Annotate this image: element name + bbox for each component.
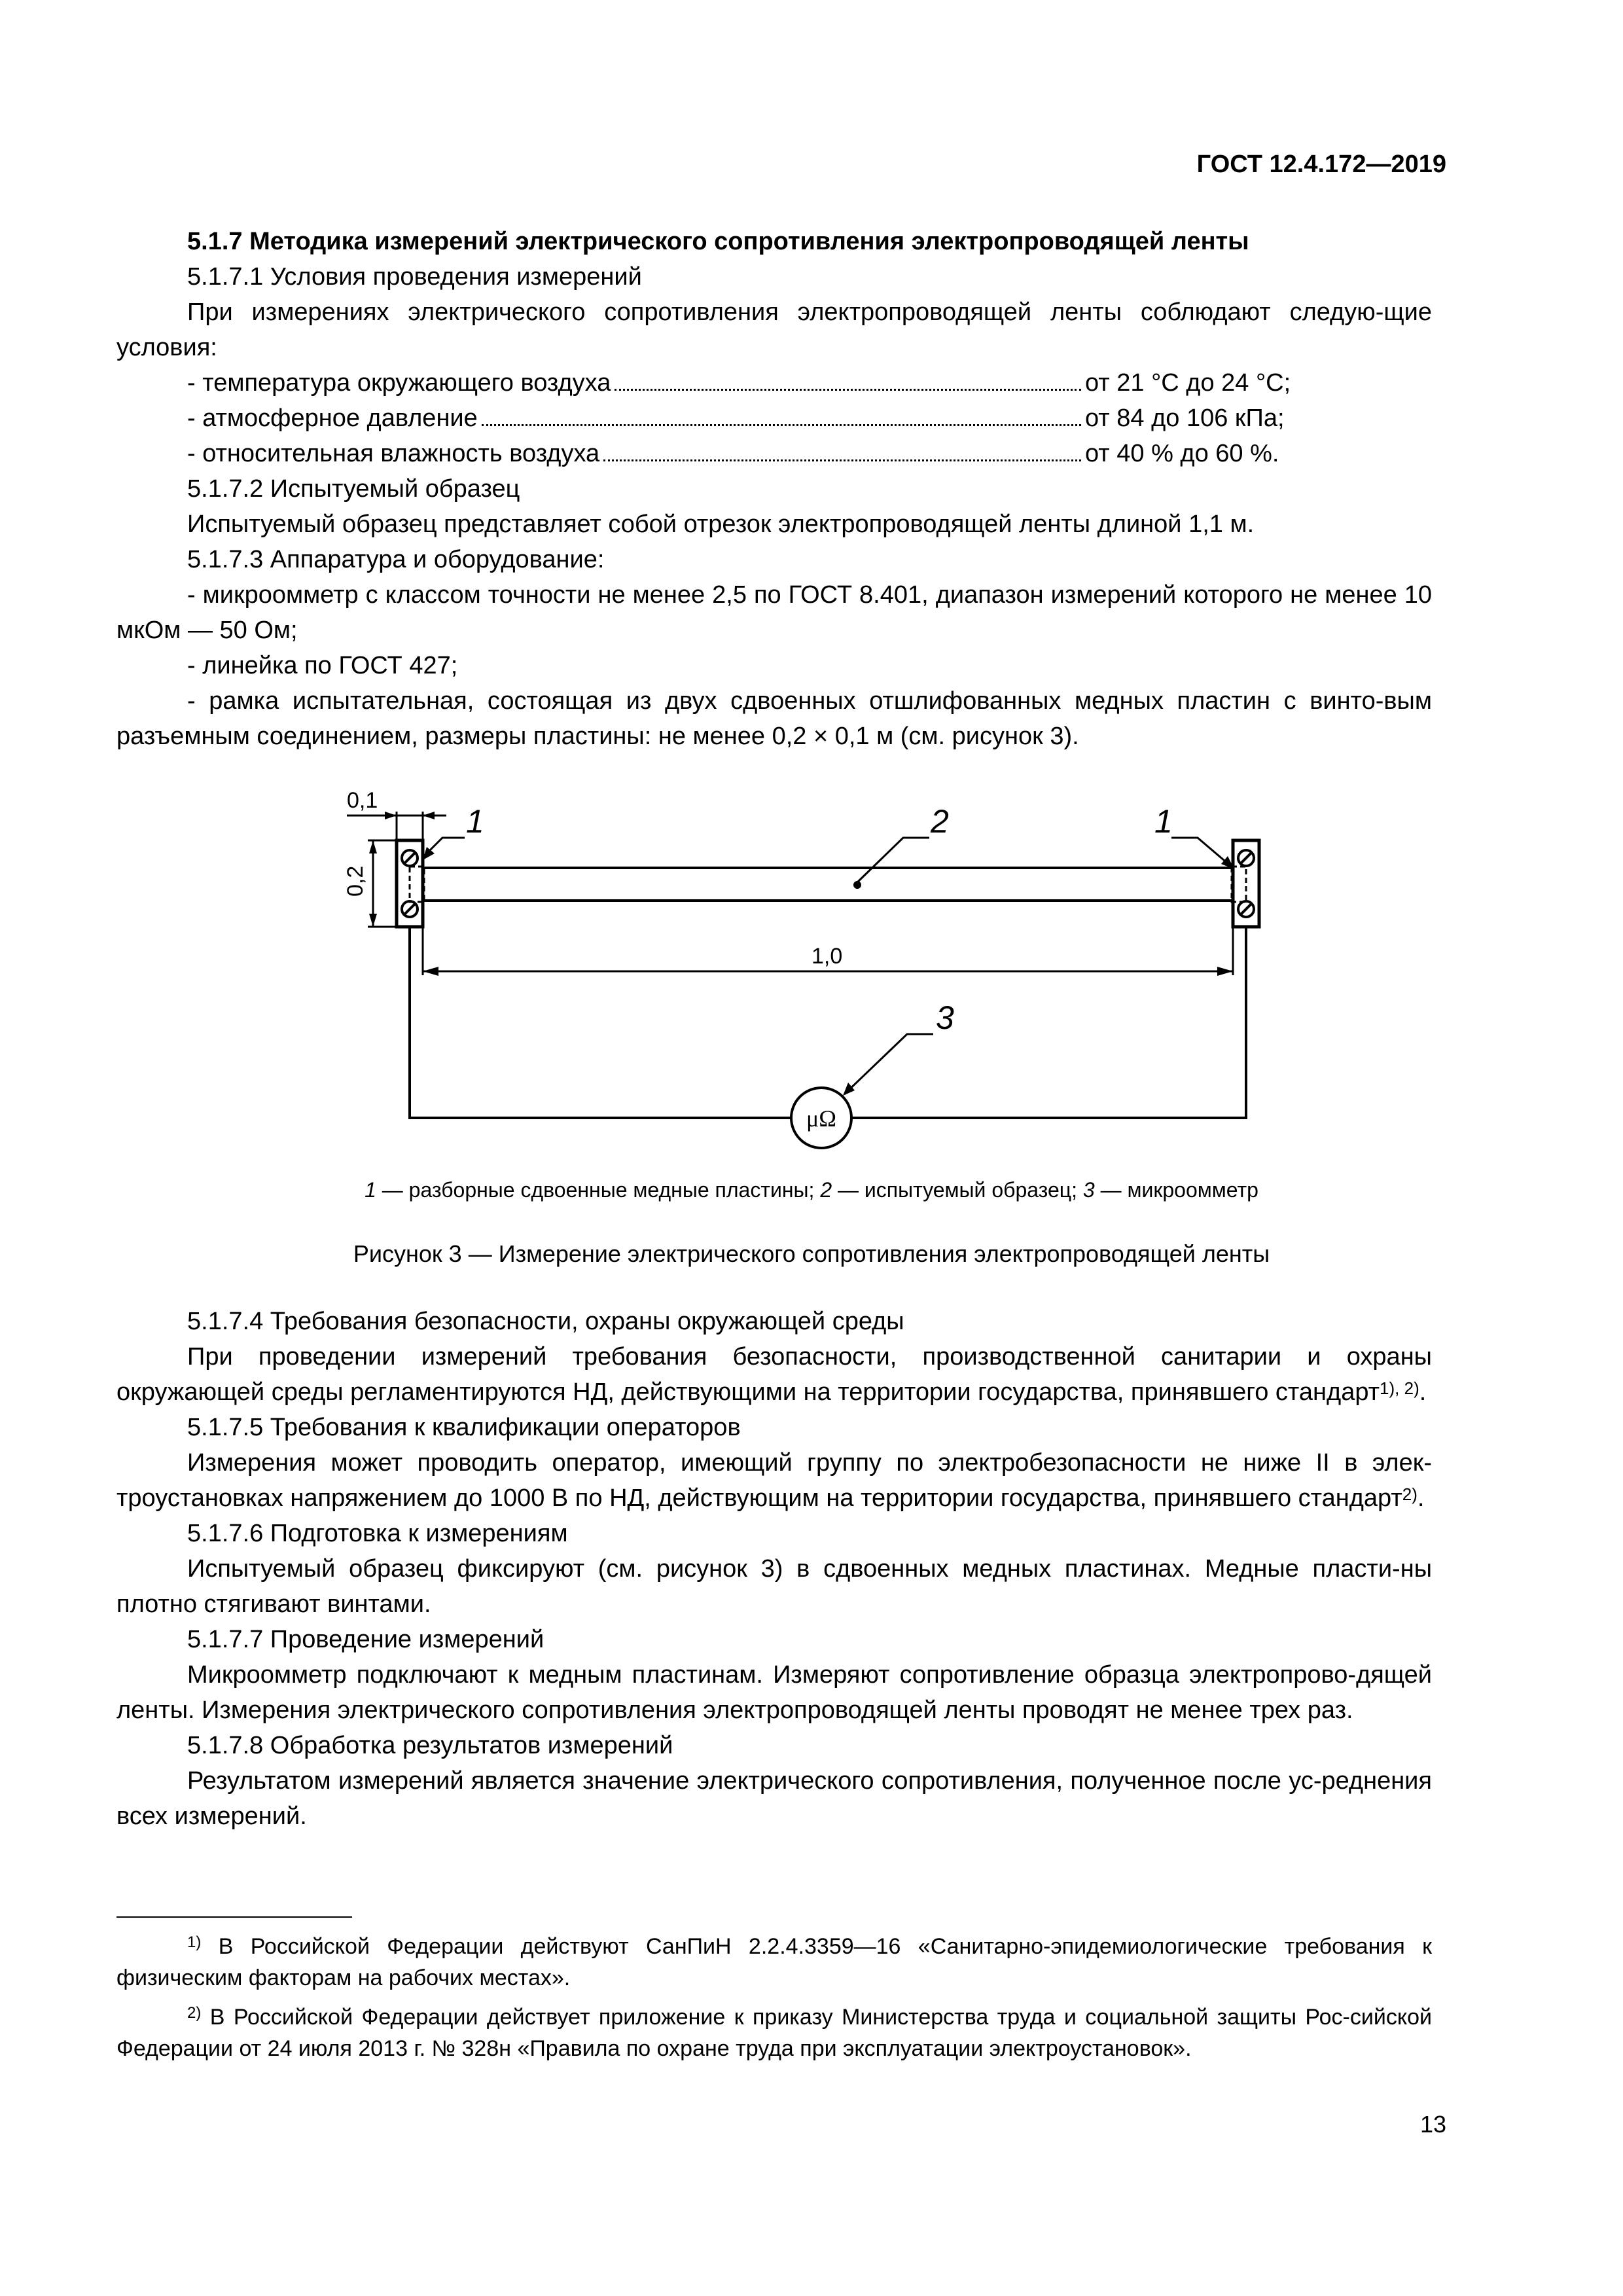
length-dimension-label: 1,0 bbox=[812, 944, 843, 969]
footnote-mark: 2) bbox=[187, 2004, 202, 2022]
equipment-item: - микроомметр с классом точности не менее 2,5 по ГОСТ 8.401, диапазон измерений которого не менее 10 мкОм — 50 Ом; bbox=[116, 581, 1432, 644]
leader-dots bbox=[603, 459, 1081, 461]
leader-line bbox=[857, 838, 929, 882]
footnote-reference[interactable]: 2) bbox=[1402, 1484, 1418, 1504]
circuit-wire-left bbox=[410, 927, 792, 1118]
condition-row bbox=[116, 365, 1432, 401]
figure-caption: Рисунок 3 — Измерение электрического сопротивления электропроводящей ленты bbox=[353, 1240, 1270, 1267]
subsection-6-title: 5.1.7.6 Подготовка к измерениям bbox=[187, 1520, 568, 1547]
condition-label: - атмосферное давление bbox=[187, 404, 478, 432]
callout-label-2: 2 bbox=[931, 803, 949, 840]
legend-number: 1 bbox=[365, 1178, 376, 1202]
condition-row bbox=[116, 401, 1432, 436]
equipment-item: - линейка по ГОСТ 427; bbox=[187, 652, 458, 679]
right-plate bbox=[1233, 840, 1259, 927]
upper-text-block bbox=[116, 224, 1432, 754]
microohmmeter-symbol: μΩ bbox=[806, 1105, 837, 1132]
condition-value: от 21 °С до 24 °С; bbox=[1085, 369, 1291, 397]
footnote-text: В Российской Федерации действует приложение к приказу Министерства труда и социальной защиты Рос-сийской Федерации от 24 июля 2013 г. № 328н «Правила по охране труда при эксплуатации электроустановок». bbox=[116, 2005, 1432, 2061]
footnote bbox=[116, 2001, 1432, 2064]
footnote-mark: 1) bbox=[187, 1933, 202, 1951]
sample-point bbox=[855, 882, 860, 888]
screw-icon bbox=[1238, 901, 1254, 917]
height-dimension-label: 0,2 bbox=[343, 865, 368, 897]
page-number: 13 bbox=[1419, 2111, 1446, 2138]
leader-line bbox=[844, 1034, 933, 1094]
callout-label-1: 1 bbox=[466, 803, 484, 840]
legend-text: — разборные сдвоенные медные пластины; bbox=[376, 1178, 821, 1202]
subsection-7-title: 5.1.7.7 Проведение измерений bbox=[187, 1626, 544, 1653]
screw-icon bbox=[402, 850, 418, 866]
width-dimension-label: 0,1 bbox=[347, 788, 378, 813]
subsection-2-text: Испытуемый образец представляет собой отрезок электропроводящей ленты длиной 1,1 м. bbox=[187, 511, 1255, 538]
subsection-1-title: 5.1.7.1 Условия проведения измерений bbox=[187, 263, 642, 291]
condition-value: от 84 до 106 кПа; bbox=[1085, 404, 1285, 432]
document-header-id: ГОСТ 12.4.172—2019 bbox=[1196, 151, 1446, 178]
footnote-text: В Российской Федерации действуют СанПиН 2.2.4.3359—16 «Санитарно-эпидемиологические требования к физическим факторам на рабочих местах». bbox=[116, 1934, 1433, 1990]
legend-text: — испытуемый образец; bbox=[832, 1178, 1083, 1202]
condition-label: - относительная влажность воздуха bbox=[187, 440, 600, 467]
subsection-8-title: 5.1.7.8 Обработка результатов измерений bbox=[187, 1732, 673, 1759]
circuit-wire-right bbox=[851, 927, 1246, 1118]
figure-3-diagram bbox=[308, 772, 1315, 1178]
leader-dots bbox=[482, 424, 1081, 426]
leader-dots bbox=[615, 389, 1081, 391]
footnote-reference[interactable]: 1), 2) bbox=[1380, 1378, 1419, 1398]
subsection-3-title: 5.1.7.3 Аппаратура и оборудование: bbox=[187, 546, 605, 573]
subsection-1-text: При измерениях электрического сопротивления электропроводящей ленты соблюдают следую-щие условия: bbox=[116, 298, 1432, 361]
screw-icon bbox=[1238, 850, 1254, 866]
subsection-5-text: Измерения может проводить оператор, имеющий группу по электробезопасности не ниже II в элек-троустановках напряжением до 1000 В по НД, действующим на территории государства, принявшего стандарт$^{2)}$. bbox=[116, 1449, 1432, 1512]
equipment-item: - рамка испытательная, состоящая из двух сдвоенных отшлифованных медных пластин с винто-вым разъемным соединением, размеры пластины: не менее 0,2 × 0,1 м (см. рисунок 3). bbox=[116, 687, 1432, 750]
subsection-6-text: Испытуемый образец фиксируют (см. рисунок 3) в сдвоенных медных пластинах. Медные пласти-ны плотно стягивают винтами. bbox=[116, 1555, 1432, 1618]
subsection-8-text: Результатом измерений является значение электрического сопротивления, полученное после ус-реднения всех измерений. bbox=[116, 1767, 1432, 1830]
footnote-separator bbox=[116, 1916, 352, 1918]
figure-legend bbox=[0, 1178, 1623, 1202]
legend-text: — микроомметр bbox=[1094, 1178, 1258, 1202]
condition-value: от 40 % до 60 %. bbox=[1085, 440, 1279, 467]
subsection-5-title: 5.1.7.5 Требования к квалификации операторов bbox=[187, 1414, 741, 1441]
subsection-7-text: Микроомметр подключают к медным пластинам. Измеряют сопротивление образца электропрово-дящей ленты. Измерения электрического сопротивления электропроводящей ленты проводят не менее трех раз. bbox=[116, 1661, 1432, 1724]
left-plate bbox=[397, 840, 423, 927]
condition-row bbox=[116, 436, 1432, 471]
footnote bbox=[116, 1931, 1432, 1994]
subsection-4-text: При проведении измерений требования безопасности, производственной санитарии и охраны окружающей среды регламентируются НД, действующими на территории государства, принявшего стандарт$^{1), 2)}$. bbox=[116, 1343, 1432, 1406]
section-title: 5.1.7 Методика измерений электрического сопротивления электропроводящей ленты bbox=[187, 228, 1249, 255]
subsection-2-title: 5.1.7.2 Испытуемый образец bbox=[187, 475, 520, 503]
screw-icon bbox=[402, 901, 418, 917]
lower-text-block bbox=[116, 1304, 1432, 1834]
callout-label-1: 1 bbox=[1154, 803, 1173, 840]
subsection-4-title: 5.1.7.4 Требования безопасности, охраны окружающей среды bbox=[187, 1308, 904, 1335]
callout-label-3: 3 bbox=[936, 999, 954, 1036]
condition-label: - температура окружающего воздуха bbox=[187, 369, 611, 397]
legend-number: 3 bbox=[1082, 1178, 1095, 1202]
legend-number: 2 bbox=[820, 1178, 832, 1202]
